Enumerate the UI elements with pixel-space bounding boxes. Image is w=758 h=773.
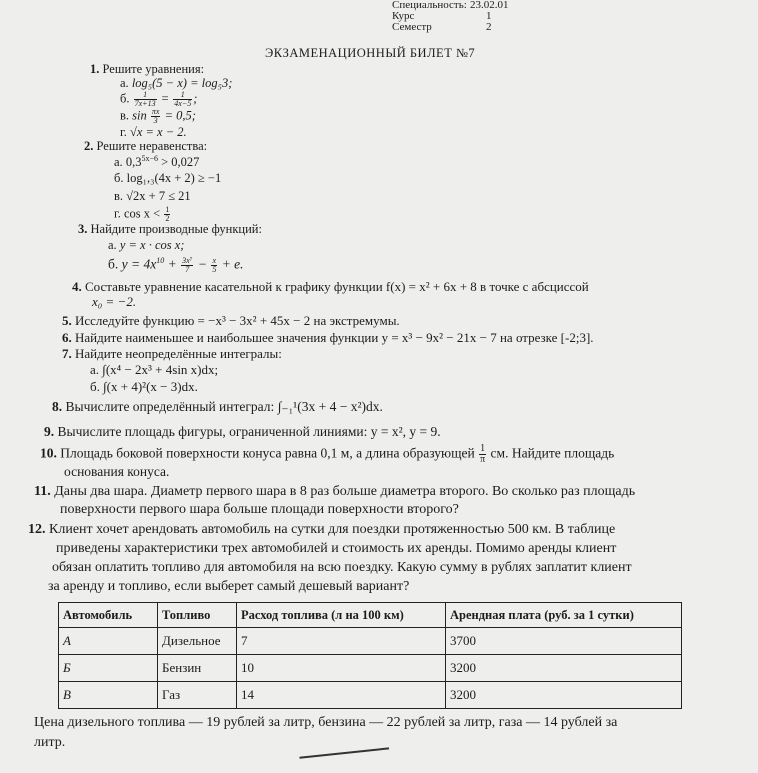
table-cell: 7 xyxy=(237,628,446,655)
semester-label: Семестр xyxy=(392,21,432,33)
task-10: 10. Площадь боковой поверхности конуса равна 0,1 м, а длина образующей $\frac{1}{\pi}$ см. Найдите площадь xyxy=(40,443,615,465)
table-cell: Бензин xyxy=(158,655,237,682)
car-rental-table xyxy=(58,602,682,709)
table-cell: Газ xyxy=(158,682,237,709)
fuel-prices-note: Цена дизельного топлива — 19 рублей за литр, бензина — 22 рублей за литр, газа — 14 рублей за xyxy=(34,715,618,730)
table-cell: Б xyxy=(59,655,158,682)
task-6: 6. Найдите наименьшее и наибольшее значения функции y = x³ − 9x² − 21x − 7 на отрезке [-2;3]. xyxy=(62,330,594,345)
table-header-cell: Арендная плата (руб. за 1 сутки) xyxy=(446,603,682,628)
table-header-cell: Автомобиль xyxy=(59,603,158,628)
task-4: 4. Составьте уравнение касательной к графику функции f(x) = x² + 6x + 8 в точке с абсциссой xyxy=(72,279,589,294)
table-cell: Дизельное xyxy=(158,628,237,655)
task-8: 8. Вычислите определённый интеграл: ∫₋₁¹(3x + 4 − x²)dx. xyxy=(52,399,383,414)
task-1d: г. √x = x − 2. xyxy=(120,125,187,139)
fuel-prices-note-cont: литр. xyxy=(34,735,66,750)
task-1: 1. Решите уравнения: xyxy=(90,62,205,76)
ticket-title: ЭКЗАМЕНАЦИОННЫЙ БИЛЕТ №7 xyxy=(265,46,476,60)
task-12-line2: приведены характеристики трех автомобилей и стоимость их аренды. Помимо аренды клиент xyxy=(56,541,617,556)
course-label: Курс xyxy=(392,10,415,22)
task-2d: г. cos x < $\frac{1}{2}$ xyxy=(114,205,170,223)
semester-value: 2 xyxy=(486,21,492,33)
ticket-header xyxy=(392,0,509,33)
task-4-cont: x₀ = −2. xyxy=(92,294,137,309)
task-9: 9. Вычислите площадь фигуры, ограниченной линиями: y = x², y = 9. xyxy=(44,424,441,439)
table-row xyxy=(59,655,682,682)
task-1b: б. $\frac{1}{7x+13}$ = $\frac{1}{4x-5}$ ; xyxy=(120,90,198,108)
table-row xyxy=(59,628,682,655)
table-cell: 3700 xyxy=(446,628,682,655)
task-12-line3: обязан оплатить топливо для автомобиля на всю поездку. Какую сумму в рублях заплатит клиент xyxy=(52,560,632,575)
task-7: 7. Найдите неопределённые интегралы: xyxy=(62,346,282,361)
task-11: 11. Даны два шара. Диаметр первого шара в 8 раз больше диаметра второго. Во сколько раз площадь xyxy=(34,484,636,499)
task-7b: б. ∫(x + 4)²(x − 3)dx. xyxy=(90,379,198,394)
table-cell: 10 xyxy=(237,655,446,682)
signature-mark xyxy=(299,747,390,772)
task-1c: в. sin $\frac{\pi x}{3}$ = 0,5; xyxy=(120,107,196,125)
table-header-cell: Топливо xyxy=(158,603,237,628)
task-12-line4: за аренду и топливо, если выберет самый дешевый вариант? xyxy=(48,579,410,594)
task-5: 5. Исследуйте функцию = −x³ − 3x² + 45x − 2 на экстремумы. xyxy=(62,313,400,328)
table-header-cell: Расход топлива (л на 100 км) xyxy=(237,603,446,628)
table-cell: 3200 xyxy=(446,682,682,709)
task-2: 2. Решите неравенства: xyxy=(84,139,208,153)
specialty-label: Специальность: xyxy=(392,0,467,11)
task-2c: в. √2x + 7 ≤ 21 xyxy=(114,189,191,203)
table-row xyxy=(59,682,682,709)
specialty-value: 23.02.01 xyxy=(470,0,509,11)
task-7a: а. ∫(x⁴ − 2x³ + 4sin x)dx; xyxy=(90,362,219,377)
task-12: 12. Клиент хочет арендовать автомобиль на сутки для поездки протяженностью 500 км. В таблице xyxy=(28,522,616,537)
task-2a: а. $0,3^{5x-6} > 0,027$ xyxy=(114,154,200,170)
task-1a: а. log₅(5 − x) = log₅3; xyxy=(120,76,233,90)
course-value: 1 xyxy=(486,10,492,22)
task-3b: б. $y = 4x^{10}$ + $\frac{\text{3x⁷}}{7}$ − $\frac{x}{5}$ + e. xyxy=(108,255,244,274)
table-cell: В xyxy=(59,682,158,709)
table-cell: 3200 xyxy=(446,655,682,682)
table-cell: 14 xyxy=(237,682,446,709)
task-10-cont: основания конуса. xyxy=(64,464,170,479)
task-3a: а. y = x · cos x; xyxy=(108,238,185,252)
task-11-cont: поверхности первого шара больше площади поверхности второго? xyxy=(60,502,459,517)
task-2b: б. log₁,₃(4x + 2) ≥ −1 xyxy=(114,171,222,185)
table-cell: А xyxy=(59,628,158,655)
table-header-row xyxy=(59,603,682,628)
task-3: 3. Найдите производные функций: xyxy=(78,222,262,236)
